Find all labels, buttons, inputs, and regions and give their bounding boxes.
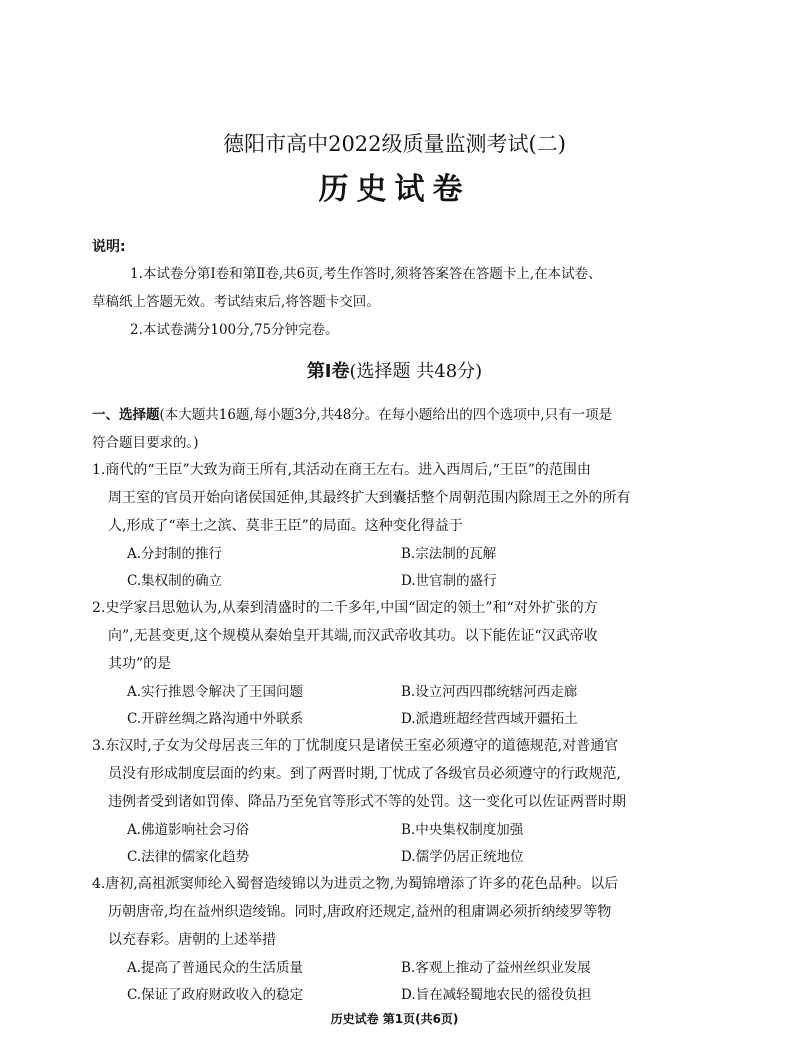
question-4-option-d: D.旨在减轻蜀地农民的徭役负担 xyxy=(401,987,592,1003)
question-1-line-1: 1.商代的“王臣”大致为商王所有,其活动在商王左右。进入西周后,“王臣”的范围由 xyxy=(92,462,591,478)
section-instruction-line-1 xyxy=(92,403,612,423)
question-3-option-b: B.中央集权制度加强 xyxy=(401,822,524,838)
question-3-option-a: A.佛道影响社会习俗 xyxy=(127,822,250,838)
question-1-option-d: D.世官制的盛行 xyxy=(401,573,497,589)
instruction-text: (本大题共16题,每小题3分,共48分。在每小题给出的四个选项中,只有一项是 xyxy=(159,407,613,423)
section-title-sub: (选择题 共48分) xyxy=(349,361,483,382)
notes-heading: 说明: xyxy=(92,239,126,255)
question-4-option-a: A.提高了普通民众的生活质量 xyxy=(127,960,304,976)
question-2-line-2: 向”,无甚变更,这个规模从秦始皇开其端,而汉武帝收其功。以下能佐证“汉武帝收 xyxy=(108,628,598,644)
question-1-option-b: B.宗法制的瓦解 xyxy=(401,546,497,562)
subject-title: 历史试卷 xyxy=(318,172,471,207)
question-3-line-3: 违例者受到诸如罚俸、降品乃至免官等形式不等的处罚。这一变化可以佐证两晋时期 xyxy=(108,794,626,810)
instruction-heading: 一、选择题 xyxy=(92,407,160,423)
question-4-option-c: C.保证了政府财政收入的稳定 xyxy=(127,987,304,1003)
question-2-option-a: A.实行推恩令解决了王国问题 xyxy=(127,684,304,700)
question-1-line-3: 人,形成了“率土之滨、莫非王臣”的局面。这种变化得益于 xyxy=(108,518,463,534)
question-4-line-2: 历朝唐帝,均在益州织造绫锦。同时,唐政府还规定,益州的租庸调必须折纳绫罗等物 xyxy=(108,904,612,920)
question-1-option-a: A.分封制的推行 xyxy=(127,546,223,562)
note-item-1-line-2: 草稿纸上答题无效。考试结束后,将答题卡交回。 xyxy=(92,294,380,310)
question-2-option-b: B.设立河西四郡统辖河西走廊 xyxy=(401,684,578,700)
question-3-option-d: D.儒学仍居正统地位 xyxy=(401,849,524,865)
question-1-option-c: C.集权制的确立 xyxy=(127,573,223,589)
section-title-main: 第Ⅰ卷 xyxy=(306,361,350,382)
section-title xyxy=(0,357,789,383)
question-2-line-3: 其功”的是 xyxy=(108,656,172,672)
question-2-option-d: D.派遣班超经营西域开疆拓土 xyxy=(401,711,578,727)
note-item-1-line-1: 1.本试卷分第Ⅰ卷和第Ⅱ卷,共6页,考生作答时,须将答案答在答题卡上,在本试卷、 xyxy=(130,266,602,282)
section-instruction-line-2: 符合题目要求的。) xyxy=(92,435,199,451)
question-4-line-3: 以充春彩。唐朝的上述举措 xyxy=(108,932,276,948)
question-3-line-2: 员没有形成制度层面的约束。到了两晋时期,丁忧成了各级官员必须遵守的行政规范, xyxy=(108,766,621,782)
question-3-line-1: 3.东汉时,子女为父母居丧三年的丁忧制度只是诸侯王室必须遵守的道德规范,对普通官 xyxy=(92,738,619,754)
question-4-option-b: B.客观上推动了益州丝织业发展 xyxy=(401,960,591,976)
exam-title: 德阳市高中2022级质量监测考试(二) xyxy=(223,132,566,156)
note-item-2: 2.本试卷满分100分,75分钟完卷。 xyxy=(130,322,339,338)
question-2-line-1: 2.史学家吕思勉认为,从秦到清盛时的二千多年,中国“固定的领土”和“对外扩张的方 xyxy=(92,600,598,616)
page-footer: 历史试卷 第1页(共6页) xyxy=(330,1012,459,1026)
question-3-option-c: C.法律的儒家化趋势 xyxy=(127,849,250,865)
question-1-line-2: 周王室的官员开始向诸侯国延伸,其最终扩大到囊括整个周朝范围内除周王之外的所有 xyxy=(108,490,631,506)
question-2-option-c: C.开辟丝绸之路沟通中外联系 xyxy=(127,711,304,727)
question-4-line-1: 4.唐初,高祖派窦师纶入蜀督造绫锦以为进贡之物,为蜀锦增添了许多的花色品种。以后 xyxy=(92,876,619,892)
